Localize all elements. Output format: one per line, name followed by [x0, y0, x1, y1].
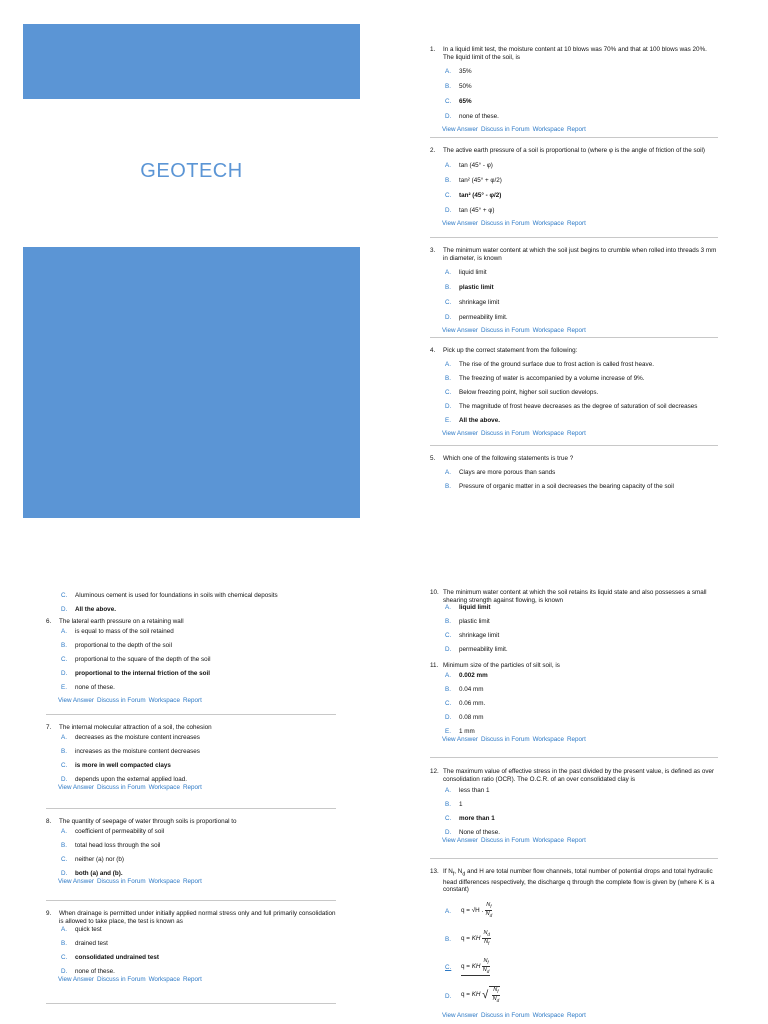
option-d[interactable]: D. permeability limit. — [445, 314, 508, 322]
question-text: Which one of the following statements is true ? — [443, 455, 574, 462]
option-a[interactable]: A. The rise of the ground surface due to frost action is called frost heave. — [445, 360, 654, 368]
option-c[interactable]: C. tan² (45° - φ/2) — [445, 191, 502, 199]
workspace-link[interactable]: Workspace — [148, 783, 180, 791]
question-11 — [430, 662, 718, 743]
option-b[interactable]: B. 1 — [445, 801, 463, 809]
option-b[interactable]: B. increases as the moisture content decreases — [61, 747, 200, 755]
report-link[interactable]: Report — [566, 837, 586, 845]
formula: q = KH √ $\frac{N_f}{N_d}$ — [461, 987, 500, 1004]
discuss-link[interactable]: Discuss in Forum — [96, 696, 146, 704]
question-number: 4. — [430, 347, 436, 354]
question-links — [430, 1012, 718, 1020]
workspace-link[interactable]: Workspace — [532, 126, 564, 134]
workspace-link[interactable]: Workspace — [148, 696, 180, 704]
workspace-link[interactable]: Workspace — [148, 976, 180, 984]
workspace-link[interactable]: Workspace — [532, 429, 564, 437]
option-e[interactable]: E. 1 mm — [445, 727, 475, 735]
workspace-link[interactable]: Workspace — [532, 219, 564, 227]
separator — [46, 808, 336, 809]
option-b[interactable]: B. Pressure of organic matter in a soil decreases the bearing capacity of the soil — [445, 482, 674, 490]
question-number: 12. — [430, 768, 439, 775]
question-number: 3. — [430, 247, 436, 254]
view-answer-link[interactable]: View Answer — [58, 696, 94, 704]
option-a[interactable]: A. decreases as the moisture content increases — [61, 733, 200, 741]
view-answer-link[interactable]: View Answer — [442, 126, 478, 134]
question-text: The active earth pressure of a soil is proportional to (where φ is the angle of friction of the soil) — [443, 147, 706, 154]
option-c[interactable]: C. q = KH $\frac{N_f}{N_d}$ — [445, 958, 490, 975]
view-answer-link[interactable]: View Answer — [442, 1012, 478, 1020]
option-a[interactable]: A. 35% — [445, 68, 472, 76]
separator — [46, 1003, 336, 1004]
separator — [46, 900, 336, 901]
option-a[interactable]: A. q = √ H . $\frac{N_f}{N_d}$ — [445, 902, 493, 919]
question-1 — [430, 46, 718, 134]
report-link[interactable]: Report — [566, 1012, 586, 1020]
option-a[interactable]: A. liquid limit — [445, 604, 491, 612]
question-text: Minimum size of the particles of silt soil, is — [443, 662, 560, 669]
option-b[interactable]: B. plastic limit — [445, 284, 494, 292]
cover-panel-bottom — [23, 247, 360, 518]
question-number: 13. — [430, 868, 439, 875]
question-text: In a liquid limit test, the moisture content at 10 blows was 70% and that at 100 blows was 20%. The liquid limit of the soil, is — [443, 46, 707, 61]
report-link[interactable]: Report — [182, 877, 202, 885]
view-answer-link[interactable]: View Answer — [442, 837, 478, 845]
option-d[interactable]: D. proportional to the internal friction of the soil — [61, 669, 211, 677]
option-e[interactable]: E. All the above. — [445, 416, 500, 424]
option-d[interactable]: D. q = KH √ $\frac{N_f}{N_d}$ — [445, 987, 500, 1004]
discuss-link[interactable]: Discuss in Forum — [480, 126, 530, 134]
question-number: 8. — [46, 818, 52, 825]
question-links — [46, 697, 336, 705]
option-c[interactable]: C. proportional to the square of the depth of the soil — [61, 655, 211, 663]
option-a[interactable]: A. Clays are more porous than sands — [445, 468, 556, 476]
question-text: When drainage is permitted under initially applied normal stress only and full primarily consolidation is allowed to take place, the test is known as — [59, 910, 336, 925]
question-5-continued — [46, 592, 336, 614]
discuss-link[interactable]: Discuss in Forum — [96, 976, 146, 984]
option-a[interactable]: A. quick test — [61, 926, 102, 934]
option-b[interactable]: B. drained test — [61, 940, 108, 948]
view-answer-link[interactable]: View Answer — [442, 327, 478, 335]
option-c[interactable]: C. consolidated undrained test — [61, 954, 159, 962]
formula: q = KH $\frac{N_d}{N_f}$ — [461, 930, 490, 947]
question-text: The maximum value of effective stress in the past divided by the present value, is defined as over consolidation ratio (OCR). The O.C.R. of an over consolidated clay is — [443, 768, 715, 783]
option-a[interactable]: A. coefficient of permeability of soil — [61, 827, 165, 835]
formula: q = √ H . $\frac{N_f}{N_d}$ — [461, 902, 493, 919]
option-d[interactable]: D. both (a) and (b). — [61, 869, 123, 877]
discuss-link[interactable]: Discuss in Forum — [96, 877, 146, 885]
option-c[interactable]: C. shrinkage limit — [445, 632, 500, 640]
cover-panel-top — [23, 24, 360, 99]
report-link[interactable]: Report — [182, 696, 202, 704]
option-d[interactable]: D. tan (45° + φ) — [445, 206, 495, 214]
option-c[interactable]: C. shrinkage limit — [445, 299, 500, 307]
option-b[interactable]: B. 0.04 mm — [445, 685, 484, 693]
separator — [430, 337, 718, 338]
question-3 — [430, 247, 718, 335]
question-text: The internal molecular attraction of a soil, the cohesion — [59, 724, 212, 731]
question-number: 11. — [430, 662, 439, 669]
question-6 — [46, 618, 336, 704]
question-number: 9. — [46, 910, 52, 917]
option-b[interactable]: B. proportional to the depth of the soil — [61, 641, 172, 649]
brand-title: GEOTECH — [140, 160, 243, 182]
question-text: The minimum water content at which the soil just begins to crumble when rolled into threads 3 mm in diameter, is known — [443, 247, 717, 262]
report-link[interactable]: Report — [566, 126, 586, 134]
question-7 — [46, 724, 336, 791]
question-number: 5. — [430, 455, 436, 462]
report-link[interactable]: Report — [182, 783, 202, 791]
separator — [430, 237, 718, 238]
option-d[interactable]: D. 0.08 mm — [445, 713, 484, 721]
question-5 — [430, 455, 718, 491]
question-links — [430, 430, 718, 438]
view-answer-link[interactable]: View Answer — [442, 219, 478, 227]
workspace-link[interactable]: Workspace — [148, 877, 180, 885]
discuss-link[interactable]: Discuss in Forum — [480, 219, 530, 227]
question-links — [430, 126, 718, 134]
separator — [430, 858, 718, 859]
question-number: 1. — [430, 46, 436, 53]
separator — [46, 714, 336, 715]
separator — [430, 757, 718, 758]
report-link[interactable]: Report — [566, 735, 586, 743]
option-d[interactable]: D. All the above. — [61, 606, 116, 613]
discuss-link[interactable]: Discuss in Forum — [480, 327, 530, 335]
option-b[interactable]: B. tan² (45° + φ/2) — [445, 176, 502, 184]
option-c[interactable]: C. Aluminous cement is used for foundations in soils with chemical deposits — [61, 592, 278, 599]
question-13 — [430, 868, 718, 1020]
report-link[interactable]: Report — [566, 327, 586, 335]
option-a[interactable]: A. liquid limit — [445, 269, 487, 277]
workspace-link[interactable]: Workspace — [532, 1012, 564, 1020]
workspace-link[interactable]: Workspace — [532, 837, 564, 845]
option-d[interactable]: D. none of these. — [445, 113, 499, 121]
question-links — [46, 878, 336, 886]
discuss-link[interactable]: Discuss in Forum — [480, 429, 530, 437]
separator — [430, 445, 718, 446]
question-links — [430, 220, 718, 228]
separator — [430, 137, 718, 138]
option-c[interactable]: C. Below freezing point, higher soil suction develops. — [445, 388, 599, 396]
option-c[interactable]: C. more than 1 — [445, 815, 495, 823]
workspace-link[interactable]: Workspace — [532, 735, 564, 743]
discuss-link[interactable]: Discuss in Forum — [96, 783, 146, 791]
discuss-link[interactable]: Discuss in Forum — [480, 837, 530, 845]
formula: q = KH $\frac{N_f}{N_d}$ — [461, 958, 490, 975]
option-c[interactable]: C. neither (a) nor (b) — [61, 855, 124, 863]
question-text: Pick up the correct statement from the following: — [443, 347, 578, 354]
workspace-link[interactable]: Workspace — [532, 327, 564, 335]
question-links — [46, 976, 336, 984]
view-answer-link[interactable]: View Answer — [58, 877, 94, 885]
question-12 — [430, 768, 718, 845]
option-d[interactable]: D. None of these. — [445, 829, 500, 837]
option-b[interactable]: B. total head loss through the soil — [61, 841, 161, 849]
question-links — [46, 784, 336, 792]
report-link[interactable]: Report — [566, 219, 586, 227]
question-number: 10. — [430, 589, 439, 596]
question-number: 6. — [46, 618, 52, 625]
question-links — [430, 736, 718, 744]
discuss-link[interactable]: Discuss in Forum — [480, 735, 530, 743]
question-4 — [430, 347, 718, 437]
option-c[interactable]: C. 0.06 mm. — [445, 699, 486, 707]
option-e[interactable]: E. none of these. — [61, 683, 115, 691]
report-link[interactable]: Report — [182, 976, 202, 984]
question-links — [430, 327, 718, 335]
question-10 — [430, 589, 718, 654]
question-2 — [430, 147, 718, 227]
view-answer-link[interactable]: View Answer — [58, 976, 94, 984]
question-number: 2. — [430, 147, 436, 154]
option-a[interactable]: A. 0.002 mm — [445, 671, 488, 679]
option-a[interactable]: A. less than 1 — [445, 787, 490, 795]
question-8 — [46, 818, 336, 885]
option-d[interactable]: D. depends upon the external applied load. — [61, 775, 188, 783]
option-a[interactable]: A. is equal to mass of the soil retained — [61, 627, 174, 635]
view-answer-link[interactable]: View Answer — [442, 735, 478, 743]
option-b[interactable]: B. plastic limit — [445, 618, 490, 626]
option-d[interactable]: D. none of these. — [61, 968, 115, 976]
option-c[interactable]: C. 65% — [445, 98, 472, 106]
view-answer-link[interactable]: View Answer — [442, 429, 478, 437]
question-text: The quantity of seepage of water through soils is proportional to — [59, 818, 237, 825]
option-d[interactable]: D. The magnitude of frost heave decreases as the degree of saturation of soil decreases — [445, 402, 698, 410]
question-text: The minimum water content at which the soil retains its liquid state and also possesses a small shearing strength against flowing, is known — [443, 589, 707, 604]
option-c[interactable]: C. is more in well compacted clays — [61, 761, 171, 769]
option-a[interactable]: A. tan (45° - φ) — [445, 161, 493, 169]
question-number: 7. — [46, 724, 52, 731]
question-text: If $N_f$, $N_d$ and H are total number flow channels, total number of potential drops and total hydraulic head differences respectively, the discharge q through the complete flow is given by (where K is a constant) — [443, 868, 715, 894]
option-b[interactable]: B. The freezing of water is accompanied by a volume increase of 9%. — [445, 374, 645, 382]
option-b[interactable]: B. 50% — [445, 83, 472, 91]
option-d[interactable]: D. permeability limit. — [445, 646, 508, 654]
report-link[interactable]: Report — [566, 429, 586, 437]
discuss-link[interactable]: Discuss in Forum — [480, 1012, 530, 1020]
option-b[interactable]: B. q = KH $\frac{N_d}{N_f}$ — [445, 930, 490, 947]
question-links — [430, 837, 718, 845]
question-text: The lateral earth pressure on a retaining wall — [59, 618, 184, 625]
question-9 — [46, 910, 336, 984]
view-answer-link[interactable]: View Answer — [58, 783, 94, 791]
